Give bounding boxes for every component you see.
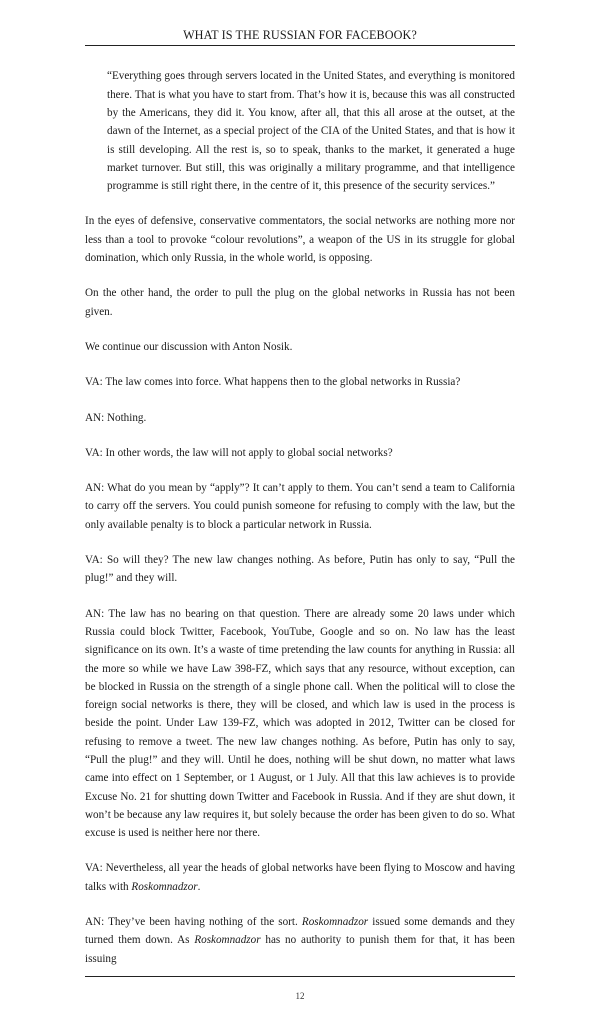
paragraph: VA: The law comes into force. What happens then to the global networks in Russia?: [85, 376, 461, 389]
text-run: VA: Nevertheless, all year the heads of global networks have been flying to Moscow and having talks with: [85, 862, 515, 893]
italic-term: Roskomnadzor: [194, 934, 261, 947]
footer-rule: [85, 976, 515, 977]
italic-term: Roskomnadzor: [131, 880, 198, 893]
paragraph: In the eyes of defensive, conservative commentators, the social networks are nothing more nor less than a tool to provoke “colour revolutions”, a weapon of the US in its struggle for global domination, which only Russia, in the whole world, is opposing.: [85, 215, 515, 265]
header-rule: [85, 45, 515, 46]
body-text: [85, 67, 515, 968]
footer-spacer: [85, 968, 515, 976]
text-run: has no authority to punish them for that, it has been issuing: [85, 934, 515, 965]
paragraph: AN: What do you mean by “apply”? It can’t apply to them. You can’t send a team to California to carry off the servers. You could punish someone for refusing to comply with the law, but the only available penalty is to block a particular network in Russia.: [85, 482, 515, 531]
paragraph: AN: Nothing.: [85, 411, 147, 424]
paragraph: AN: The law has no bearing on that question. There are already some 20 laws under which Russia could block Twitter, Facebook, YouTube, Google and so on. No law has the least significance on its own. It’s a waste of time pretending the law counts for anything in Russia: all the more so while we have Law 398-FZ, which says that any resource, without exception, can be blocked in Russia on the strength of a single phone call. When the political will to close the foreign social networks is there, they will be closed, and which law is used in the process is beside the point. Under Law 139-FZ, which was adopted in 2012, Twitter can be closed for refusing to remove a tweet. The new law changes nothing. As before, Putin has only to say, “Pull the plug!” and they will. Until he does, nothing will be shut down, no matter what laws came into effect on 1 September, or 1 August, or 1 July. All that this law achieves is to provide Excuse No. 21 for shutting down Twitter and Facebook in Russia. And if they are shut down, it won’t be because any law requires it, but solely because the order has been given to do so. What excuse is used is neither here nor there.: [85, 607, 515, 840]
text-run: AN: They’ve been having nothing of the sort.: [85, 916, 302, 929]
paragraph: [85, 913, 515, 968]
text-run: .: [197, 880, 201, 893]
paragraph: VA: In other words, the law will not apply to global social networks?: [85, 446, 393, 459]
paragraph: On the other hand, the order to pull the plug on the global networks in Russia has not been given.: [85, 287, 515, 318]
running-title: WHAT IS THE RUSSIAN FOR FACEBOOK?: [183, 28, 417, 42]
paragraph: VA: So will they? The new law changes nothing. As before, Putin has only to say, “Pull the plug!” and they will.: [85, 554, 515, 585]
block-quote: “Everything goes through servers located in the United States, and everything is monitored there. That is what you have to start from. That’s how it is, because this was all constructed by the Americans, they did it. You know, after all, that this all arose at the outset, at the dawn of the Internet, as a special project of the CIA of the United States, and that is how it is still developing. All the rest is, so to speak, thanks to the market, it generated a huge market turnover. But still, this was originally a military programme, and that intelligence programme is still right there, in the centre of it, this presence of the security services.”: [107, 70, 515, 193]
italic-term: Roskomnadzor: [301, 916, 369, 929]
text-run: issued some demands and they turned them down. As: [85, 916, 515, 947]
paragraph: We continue our discussion with Anton Nosik.: [85, 340, 293, 353]
paragraph: [85, 859, 515, 896]
page-number: 12: [295, 991, 305, 1002]
